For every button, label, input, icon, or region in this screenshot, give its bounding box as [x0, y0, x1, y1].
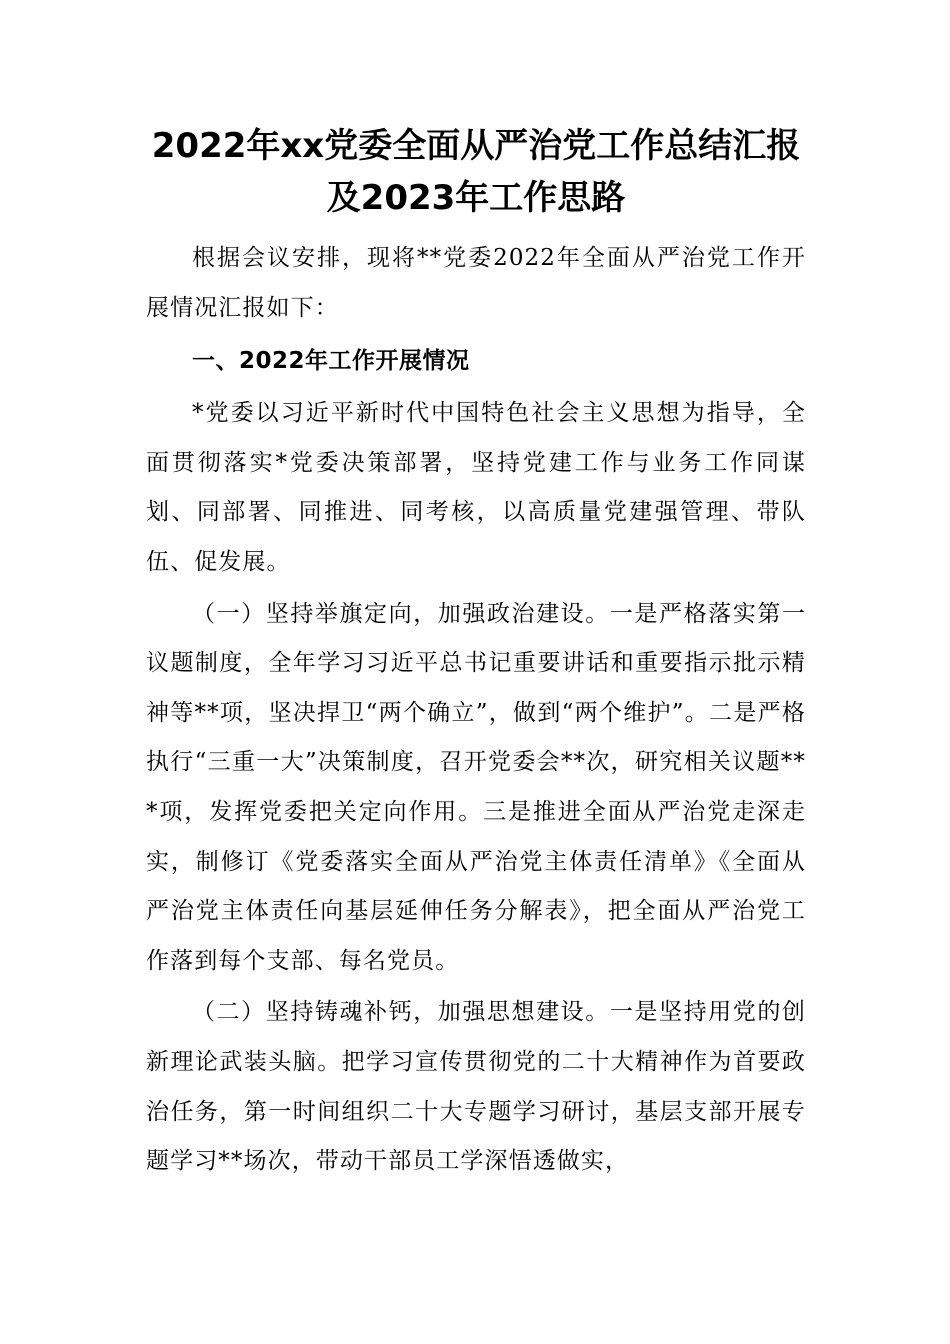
document-body	[146, 120, 806, 1187]
body-paragraph-3: （二）坚持铸魂补钙，加强思想建设。一是坚持用党的创新理论武装头脑。把学习宣传贯彻党的二十大精神作为首要政治任务，第一时间组织二十大专题学习研讨，基层支部开展专题学习**场次，带动干部员工学深悟透做实，	[146, 999, 806, 1175]
title-line-1: 2022年xx党委全面从严治党工作总结汇报	[151, 126, 801, 166]
body-paragraph-1: *党委以习近平新时代中国特色社会主义思想为指导，全面贯彻落实*党委决策部署，坚持党建工作与业务工作同谋划、同部署、同推进、同考核，以高质量党建强管理、带队伍、促发展。	[146, 400, 806, 575]
section-heading-1: 一、2022年工作开展情况	[192, 348, 470, 375]
title-line-2: 及2023年工作思路	[326, 178, 626, 218]
body-paragraph-2: （一）坚持举旗定向，加强政治建设。一是严格落实第一议题制度，全年学习习近平总书记重要讲话和重要指示批示精神等**项，坚决捍卫“两个确立”，做到“两个维护”。二是严格执行“三重一大”决策制度，召开党委会**次，研究相关议题***项，发挥党委把关定向作用。三是推进全面从严治党走深走实，制修订《党委落实全面从严治党主体责任清单》《全面从严治党主体责任向基层延伸任务分解表》，把全面从严治党工作落到每个支部、每名党员。	[146, 600, 806, 974]
document-title	[146, 120, 806, 224]
intro-paragraph: 根据会议安排，现将**党委2022年全面从严治党工作开展情况汇报如下：	[146, 245, 806, 321]
